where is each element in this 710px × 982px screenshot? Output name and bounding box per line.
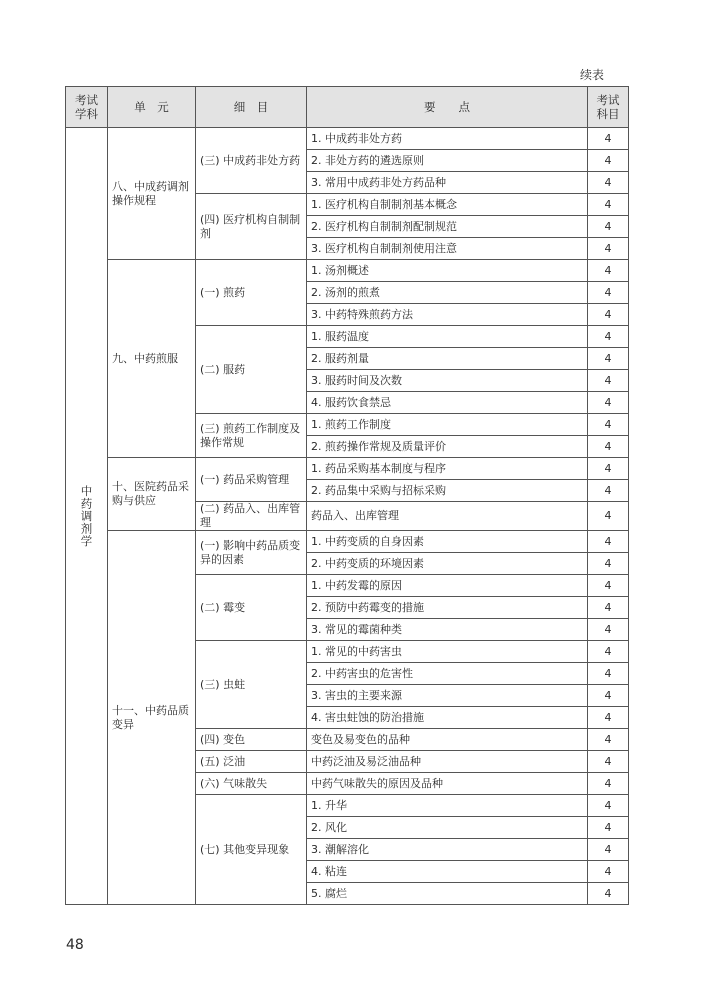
level-cell: 4: [588, 238, 629, 260]
point-cell: 2. 预防中药霉变的措施: [307, 597, 588, 619]
point-cell: 1. 煎药工作制度: [307, 414, 588, 436]
item-cell: (七) 其他变异现象: [196, 795, 307, 905]
level-cell: 4: [588, 795, 629, 817]
level-cell: 4: [588, 531, 629, 553]
point-cell: 2. 汤剂的煎煮: [307, 282, 588, 304]
level-cell: 4: [588, 194, 629, 216]
level-cell: 4: [588, 326, 629, 348]
table-body: [66, 128, 629, 905]
point-cell: 2. 中药害虫的危害性: [307, 663, 588, 685]
level-cell: 4: [588, 773, 629, 795]
level-cell: 4: [588, 883, 629, 905]
point-cell: 1. 服药温度: [307, 326, 588, 348]
level-cell: 4: [588, 575, 629, 597]
point-cell: 2. 风化: [307, 817, 588, 839]
table-row: [66, 531, 629, 553]
level-cell: 4: [588, 150, 629, 172]
point-cell: 5. 腐烂: [307, 883, 588, 905]
point-cell: 4. 害虫蛀蚀的防治措施: [307, 707, 588, 729]
point-cell: 3. 常见的霉菌种类: [307, 619, 588, 641]
header-unit: 单 元: [108, 87, 196, 128]
point-cell: 1. 医疗机构自制制剂基本概念: [307, 194, 588, 216]
table-row: [66, 458, 629, 480]
item-cell: (一) 药品采购管理: [196, 458, 307, 502]
point-cell: 1. 汤剂概述: [307, 260, 588, 282]
point-cell: 3. 害虫的主要来源: [307, 685, 588, 707]
level-cell: 4: [588, 436, 629, 458]
point-cell: 药品入、出库管理: [307, 502, 588, 531]
point-cell: 2. 中药变质的环境因素: [307, 553, 588, 575]
level-cell: 4: [588, 260, 629, 282]
level-cell: 4: [588, 663, 629, 685]
point-cell: 1. 中药发霉的原因: [307, 575, 588, 597]
point-cell: 1. 常见的中药害虫: [307, 641, 588, 663]
point-cell: 2. 服药剂量: [307, 348, 588, 370]
level-cell: 4: [588, 751, 629, 773]
level-cell: 4: [588, 729, 629, 751]
level-cell: 4: [588, 414, 629, 436]
level-cell: 4: [588, 707, 629, 729]
unit-cell: 十、医院药品采购与供应: [108, 458, 196, 531]
continued-label: 续表: [580, 68, 605, 82]
level-cell: 4: [588, 392, 629, 414]
point-cell: 1. 中成药非处方药: [307, 128, 588, 150]
point-cell: 4. 粘连: [307, 861, 588, 883]
point-cell: 2. 医疗机构自制制剂配制规范: [307, 216, 588, 238]
level-cell: 4: [588, 641, 629, 663]
point-cell: 2. 药品集中采购与招标采购: [307, 480, 588, 502]
level-cell: 4: [588, 861, 629, 883]
item-cell: (四) 医疗机构自制制剂: [196, 194, 307, 260]
header-subject: 考试学科: [66, 87, 108, 128]
item-cell: (六) 气味散失: [196, 773, 307, 795]
subject-label: 中药调剂学: [79, 484, 94, 548]
level-cell: 4: [588, 502, 629, 531]
point-cell: 1. 升华: [307, 795, 588, 817]
level-cell: 4: [588, 817, 629, 839]
point-cell: 2. 煎药操作常规及质量评价: [307, 436, 588, 458]
point-cell: 2. 非处方药的遴选原则: [307, 150, 588, 172]
table-row: [66, 260, 629, 282]
point-cell: 4. 服药饮食禁忌: [307, 392, 588, 414]
point-cell: 1. 中药变质的自身因素: [307, 531, 588, 553]
header-item: 细 目: [196, 87, 307, 128]
level-cell: 4: [588, 619, 629, 641]
exam-outline-table: [65, 86, 629, 905]
point-cell: 中药气味散失的原因及品种: [307, 773, 588, 795]
level-cell: 4: [588, 172, 629, 194]
point-cell: 3. 潮解溶化: [307, 839, 588, 861]
item-cell: (二) 药品入、出库管理: [196, 502, 307, 531]
item-cell: (三) 虫蛀: [196, 641, 307, 729]
item-cell: (五) 泛油: [196, 751, 307, 773]
item-cell: (二) 霉变: [196, 575, 307, 641]
point-cell: 3. 医疗机构自制制剂使用注意: [307, 238, 588, 260]
item-cell: (三) 煎药工作制度及操作常规: [196, 414, 307, 458]
point-cell: 中药泛油及易泛油品种: [307, 751, 588, 773]
point-cell: 3. 中药特殊煎药方法: [307, 304, 588, 326]
level-cell: 4: [588, 128, 629, 150]
level-cell: 4: [588, 480, 629, 502]
item-cell: (三) 中成药非处方药: [196, 128, 307, 194]
level-cell: 4: [588, 597, 629, 619]
level-cell: 4: [588, 458, 629, 480]
item-cell: (一) 煎药: [196, 260, 307, 326]
unit-cell: 十一、中药品质变异: [108, 531, 196, 905]
item-cell: (四) 变色: [196, 729, 307, 751]
item-cell: (一) 影响中药品质变异的因素: [196, 531, 307, 575]
item-cell: (二) 服药: [196, 326, 307, 414]
level-cell: 4: [588, 553, 629, 575]
table-row: [66, 128, 629, 150]
point-cell: 3. 常用中成药非处方药品种: [307, 172, 588, 194]
level-cell: 4: [588, 685, 629, 707]
header-level: 考试科目: [588, 87, 629, 128]
unit-cell: 八、中成药调剂操作规程: [108, 128, 196, 260]
page-number: 48: [66, 937, 84, 953]
point-cell: 变色及易变色的品种: [307, 729, 588, 751]
table-header-row: [66, 87, 629, 128]
level-cell: 4: [588, 348, 629, 370]
unit-cell: 九、中药煎服: [108, 260, 196, 458]
point-cell: 1. 药品采购基本制度与程序: [307, 458, 588, 480]
level-cell: 4: [588, 216, 629, 238]
level-cell: 4: [588, 839, 629, 861]
level-cell: 4: [588, 304, 629, 326]
point-cell: 3. 服药时间及次数: [307, 370, 588, 392]
subject-cell: [66, 128, 108, 905]
header-point: 要 点: [307, 87, 588, 128]
level-cell: 4: [588, 282, 629, 304]
level-cell: 4: [588, 370, 629, 392]
